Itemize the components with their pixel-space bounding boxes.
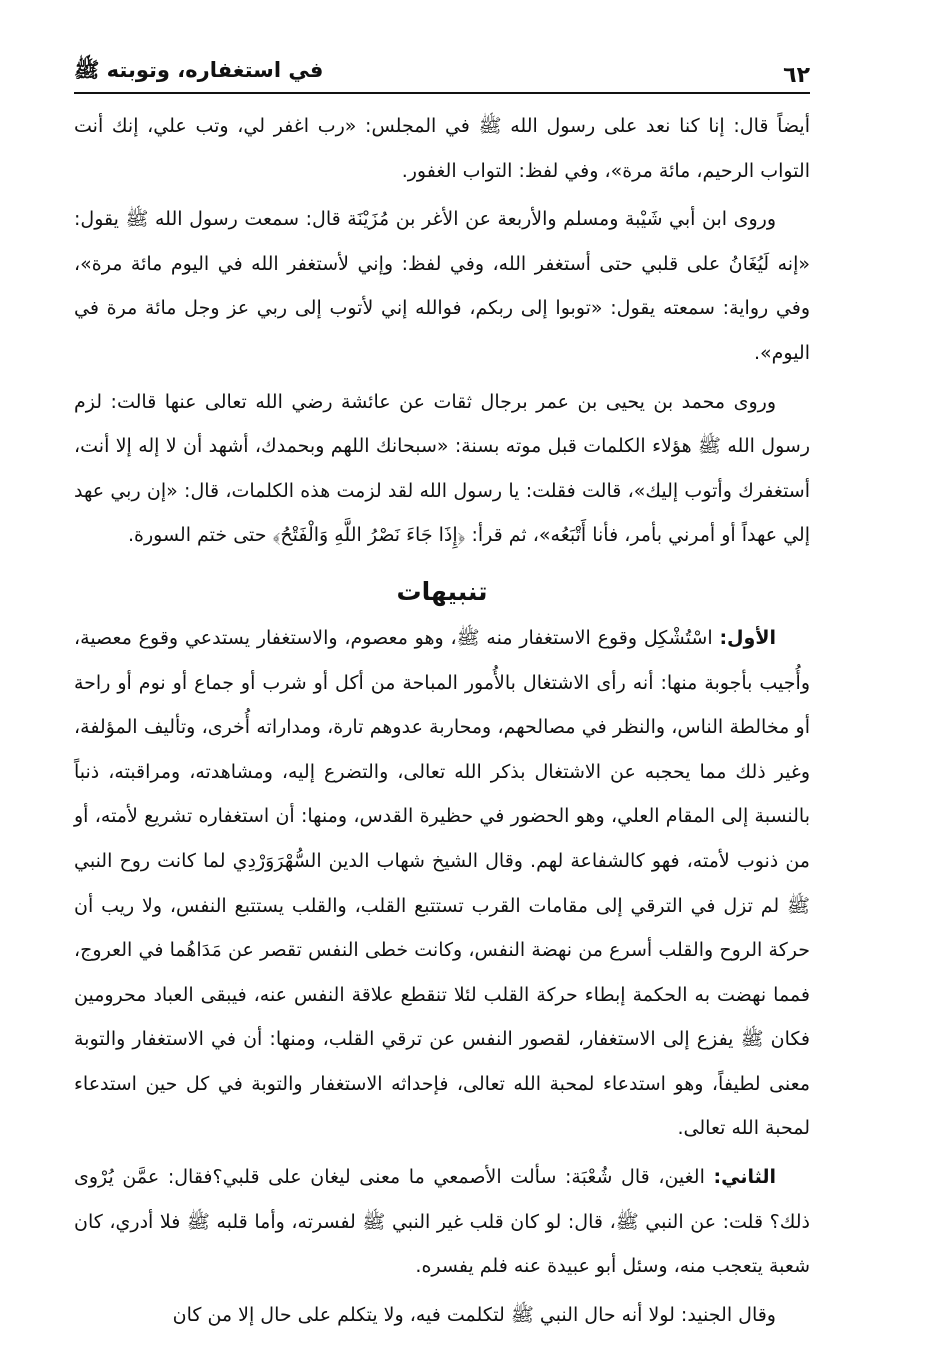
note-second-lead: الثاني:	[713, 1166, 776, 1189]
note-first-lead: الأول:	[719, 626, 776, 649]
paragraph-1: أيضاً قال: إنا كنا نعد على رسول الله ﷺ في المجلس: «رب اغفر لي، وتب علي، إنك أنت التواب الرحيم، مائة مرة»، وفي لفظ: التواب الغفور.	[74, 115, 810, 182]
note-second-text: الغين، قال شُعْبَة: سألت الأصمعي ما معنى ليغان على قلبي؟فقال: عمَّن يُرْوى ذلك؟ قلت: عن النبي ﷺ، قال: لو كان قلب غير النبي ﷺ لفسرته، وأما قلبه ﷺ فلا أدري، كان شعبة يتعجب منه، وسئل أبو عبيدة عنه فلم يفسره.	[74, 1166, 810, 1278]
page-number: ٦٢	[783, 63, 810, 88]
closing-paragraph: وقال الجنيد: لولا أنه حال النبي ﷺ لتكلمت فيه، ولا يتكلم على حال إلا من كان	[172, 1303, 776, 1326]
section-heading: تنبيهات	[396, 576, 488, 606]
note-first	[74, 616, 810, 1151]
paragraph-3: وروى محمد بن يحيى بن عمر برجال ثقات عن عائشة رضي الله تعالى عنها قالت: لزم رسول الله ﷺ هؤلاء الكلمات قبل موته بسنة: «سبحانك اللهم وبحمدك، أشهد أن لا إله إلا أنت، أستغفرك وأتوب إليك»، قالت فقلت: يا رسول الله لقد لزمت هذه الكلمات، قال: «إن ربي عهد إلي عهداً أو أمرني بأمر، فأنا أَتْبَعُه»، ثم قرأ: ﴿إِذَا جَاءَ نَصْرُ اللَّهِ وَالْفَتْحُ﴾ حتى ختم السورة.	[74, 390, 810, 547]
note-first-text: اسْتُشْكِل وقوع الاستغفار منه ﷺ، وهو معصوم، والاستغفار يستدعي وقوع معصية، وأُجيب بأجوبة منها: أنه رأى الاشتغال بالأُمور المباحة من أكل أو شرب أو جماع أو نوم أو راحة أو مخالطة الناس، والنظر في مصالحهم، ومحاربة عدوهم تارة، ومداراته أُخرى، وتأليف المؤلفة، وغير ذلك مما يحجبه عن الاشتغال بذكر الله تعالى، والتضرع إليه، ومشاهدته، ومراقبته، ذنباً بالنسبة إلى المقام العلي، وهو الحضور في حظيرة القدس، ومنها: أن استغفاره تشريع لأمته، أو من ذنوب لأمته، فهو كالشفاعة لهم. وقال الشيخ شهاب الدين السُّهْرَوَرْدِي لما كانت روح النبي ﷺ لم تزل في الترقي إلى مقامات القرب تستتبع القلب، والقلب يستتبع النفس، ولا ريب أن حركة الروح والقلب أسرع من نهضة النفس، وكانت خطى النفس تقصر عن مَدَاهُما في العروج، فمما نهضت به الحكمة إبطاء حركة القلب لئلا تنقطع علاقة النفس عنه، فيبقى العباد محرومين فكان ﷺ يفزع إلى الاستغفار، لقصور النفس عن ترقي القلب، ومنها: أن في الاستغفار والتوبة معنى لطيفاً، وهو استدعاء لمحبة الله تعالى، فإحداثه الاستغفار والتوبة في كل حين استدعاء لمحبة الله تعالى.	[74, 626, 810, 1140]
paragraph-2: وروى ابن أبي شَيْبة ومسلم والأربعة عن الأغر بن مُزَيْنَة قال: سمعت رسول الله ﷺ يقول: «إنه لَيُغَانُ على قلبي حتى أستغفر الله، وفي لفظ: وإني لأستغفر الله في اليوم مائة مرة»، وفي رواية: سمعته يقول: «توبوا إلى ربكم، فوالله إني لأتوب إلى ربي عز وجل مائة مرة في اليوم».	[74, 208, 810, 364]
running-header	[74, 48, 810, 94]
note-second	[74, 1155, 810, 1289]
header-title: في استغفاره، وتوبته ﷺ	[74, 58, 324, 82]
